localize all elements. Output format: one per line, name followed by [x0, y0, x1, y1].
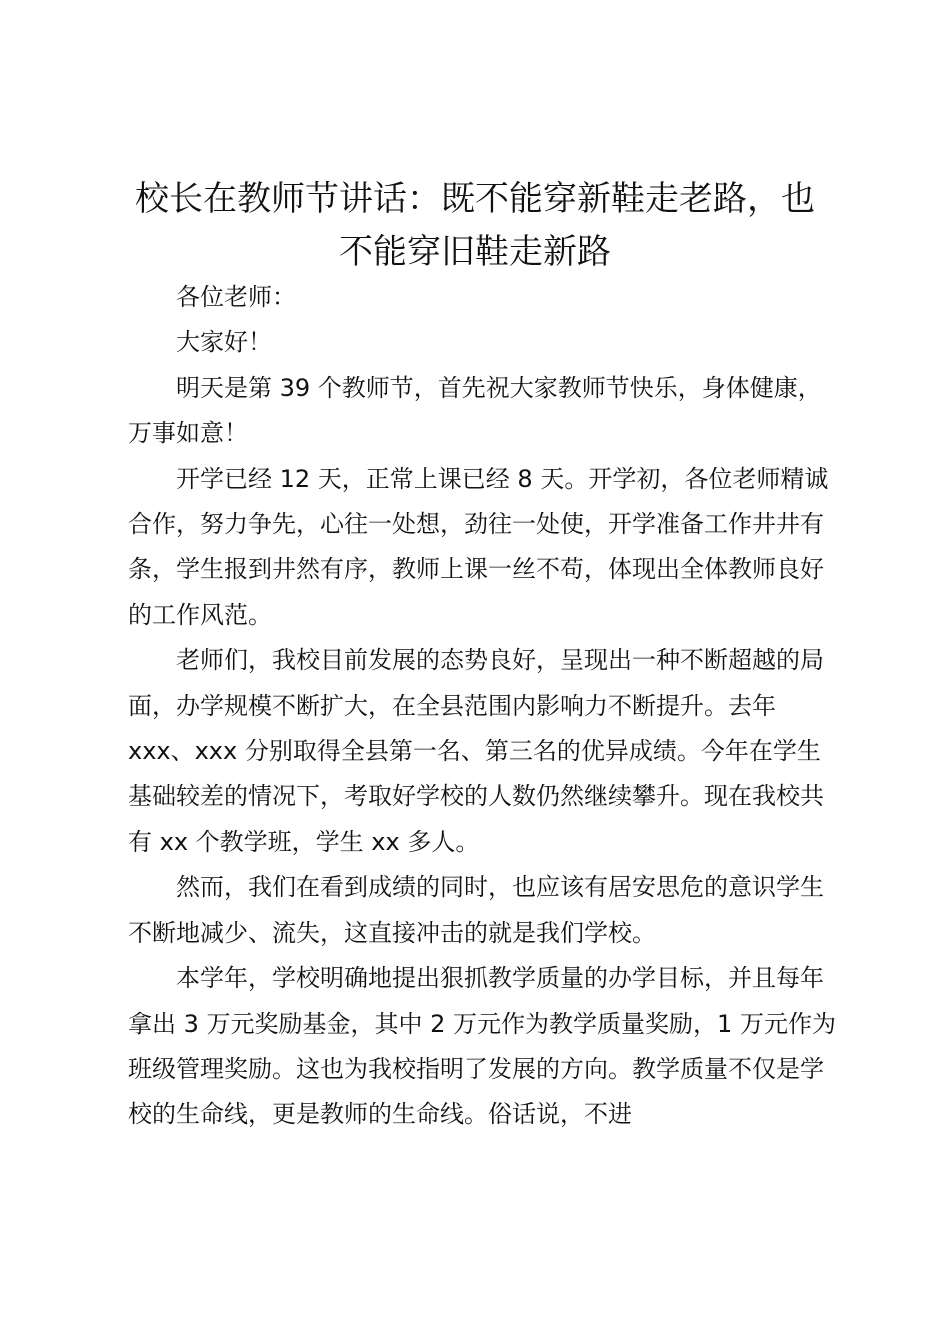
paragraph: 然而，我们在看到成绩的同时，也应该有居安思危的意识学生不断地减少、流失，这直接冲击的就是我们学校。 [128, 873, 824, 947]
document-body [128, 275, 838, 1138]
document-title: 校长在教师节讲话：既不能穿新鞋走老路，也不能穿旧鞋走新路 [135, 179, 815, 272]
paragraph: 开学已经 12 天，正常上课已经 8 天。开学初，各位老师精诚合作，努力争先，心往一处想，劲往一处使，开学准备工作井井有条，学生报到井然有序，教师上课一丝不苟，体现出全体教师良好的工作风范。 [128, 464, 829, 629]
greeting: 大家好！ [176, 328, 272, 357]
paragraph: 明天是第 39 个教师节，首先祝大家教师节快乐，身体健康，万事如意！ [128, 373, 822, 448]
salutation: 各位老师： [176, 283, 296, 311]
paragraph: 老师们，我校目前发展的态势良好，呈现出一种不断超越的局面，办学规模不断扩大，在全县范围内影响力不断提升。去年 xxx、xxx 分别取得全县第一名、第三名的优异成绩。今年在学生基础较差的情况下，考取好学校的人数仍然继续攀升。现在我校共有 xx 个教学班，学生 xx 多人。 [128, 646, 824, 856]
paragraph: 本学年，学校明确地提出狠抓教学质量的办学目标，并且每年拿出 3 万元奖励基金，其中 2 万元作为教学质量奖励，1 万元作为班级管理奖励。这也为我校指明了发展的方向。教学质量不仅是学校的生命线，更是教师的生命线。俗话说，不进 [128, 964, 836, 1129]
